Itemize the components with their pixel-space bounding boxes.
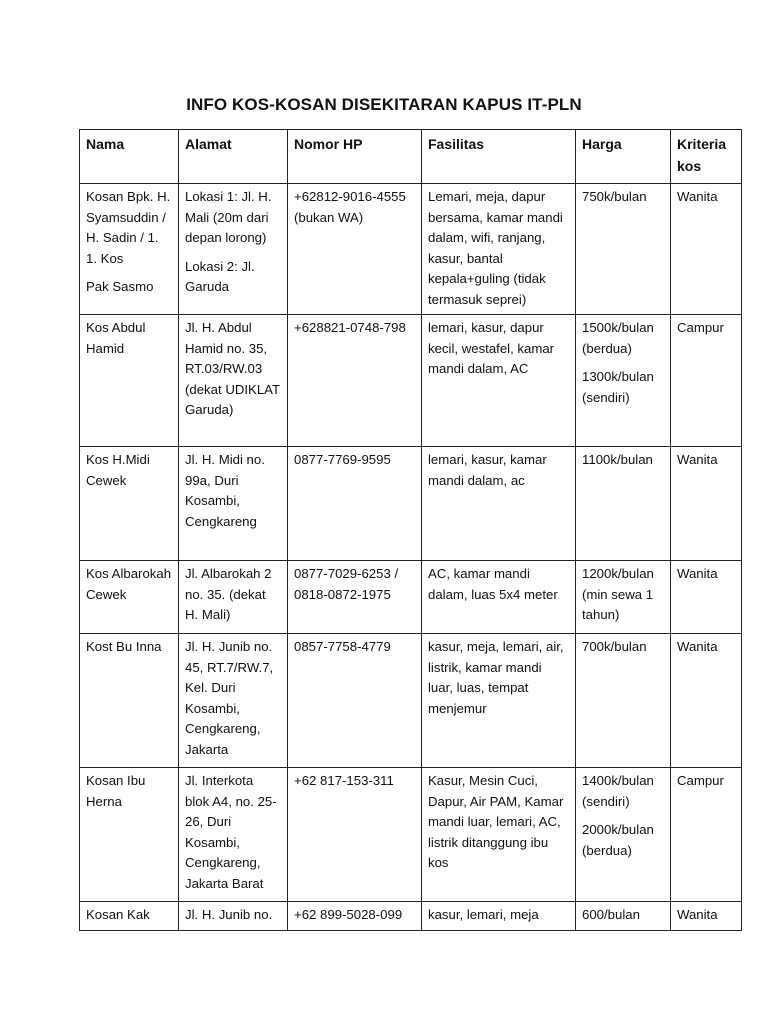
cell-nomor-hp: 0857-7758-4779 [288, 634, 422, 768]
cell-fasilitas: kasur, meja, lemari, air, listrik, kamar mandi luar, luas, tempat menjemur [422, 634, 576, 768]
cell-kriteria: Wanita [671, 184, 742, 315]
cell-alamat [179, 634, 288, 768]
harga-line: 1400k/bulan (sendiri) [582, 773, 654, 809]
cell-harga [576, 184, 671, 315]
header-nomor-hp: Nomor HP [288, 130, 422, 184]
cell-nomor-hp: 0877-7029-6253 / 0818-0872-1975 [288, 561, 422, 634]
cell-nama [80, 768, 179, 902]
header-harga: Harga [576, 130, 671, 184]
nama-line: Kosan Kak [86, 907, 150, 922]
cell-harga [576, 634, 671, 768]
cell-kriteria: Campur [671, 768, 742, 902]
alamat-line: Jl. H. Junib no. [185, 907, 273, 922]
nama-line: Kos Abdul Hamid [86, 320, 146, 356]
cell-kriteria: Wanita [671, 447, 742, 561]
alamat-line: Jl. Albarokah 2 no. 35. (dekat H. Mali) [185, 566, 272, 622]
table-row [80, 902, 742, 931]
table-row [80, 184, 742, 315]
alamat-line: Jl. Interkota blok A4, no. 25-26, Duri Kosambi, Cengkareng, Jakarta Barat [185, 773, 277, 891]
nama-line: Kos H.Midi Cewek [86, 452, 150, 488]
nama-line: Pak Sasmo [86, 279, 154, 294]
nama-line: Kosan Ibu Herna [86, 773, 146, 809]
harga-line: 1500k/bulan (berdua) [582, 320, 654, 356]
alamat-line: Jl. H. Abdul Hamid no. 35, RT.03/RW.03 (dekat UDIKLAT Garuda) [185, 320, 280, 417]
header-kriteria [671, 130, 742, 184]
nama-line: Kosan Bpk. H. Syamsuddin / H. Sadin / 1. 1. Kos [86, 189, 171, 266]
cell-kriteria: Campur [671, 315, 742, 447]
harga-line: 750k/bulan [582, 189, 647, 204]
alamat-line: Jl. H. Junib no. 45, RT.7/RW.7, Kel. Duri Kosambi, Cengkareng, Jakarta [185, 639, 274, 757]
table-row [80, 561, 742, 634]
cell-harga [576, 902, 671, 931]
alamat-line: Lokasi 1: Jl. H. Mali (20m dari depan lorong) [185, 189, 272, 245]
cell-fasilitas: lemari, kasur, kamar mandi dalam, ac [422, 447, 576, 561]
harga-line: 600/bulan [582, 907, 640, 922]
cell-alamat [179, 561, 288, 634]
cell-alamat [179, 184, 288, 315]
cell-fasilitas: Kasur, Mesin Cuci, Dapur, Air PAM, Kamar mandi luar, lemari, AC, listrik ditanggung ibu kos [422, 768, 576, 902]
harga-line: 1300k/bulan (sendiri) [582, 369, 654, 405]
header-nama: Nama [80, 130, 179, 184]
kos-info-table [79, 129, 742, 931]
cell-fasilitas: kasur, lemari, meja [422, 902, 576, 931]
cell-kriteria: Wanita [671, 561, 742, 634]
cell-nama [80, 315, 179, 447]
harga-line: 2000k/bulan (berdua) [582, 822, 654, 858]
header-kriteria-line1: Kriteria [677, 136, 727, 152]
harga-line: 1200k/bulan (min sewa 1 tahun) [582, 566, 654, 622]
cell-harga [576, 447, 671, 561]
cell-fasilitas: Lemari, meja, dapur bersama, kamar mandi dalam, wifi, ranjang, kasur, bantal kepala+guling (tidak termasuk seprei) [422, 184, 576, 315]
alamat-line: Lokasi 2: Jl. Garuda [185, 258, 255, 294]
header-fasilitas: Fasilitas [422, 130, 576, 184]
cell-nama [80, 447, 179, 561]
harga-line: 1100k/bulan [582, 452, 653, 467]
page-title: INFO KOS-KOSAN DISEKITARAN KAPUS IT-PLN [186, 95, 582, 114]
harga-line: 700k/bulan [582, 639, 647, 654]
alamat-line: Jl. H. Midi no. 99a, Duri Kosambi, Cengkareng [185, 452, 265, 529]
nama-line: Kost Bu Inna [86, 639, 162, 654]
table-row [80, 447, 742, 561]
cell-nomor-hp: 0877-7769-9595 [288, 447, 422, 561]
cell-harga [576, 768, 671, 902]
cell-fasilitas: AC, kamar mandi dalam, luas 5x4 meter [422, 561, 576, 634]
cell-kriteria: Wanita [671, 902, 742, 931]
cell-alamat [179, 315, 288, 447]
cell-kriteria: Wanita [671, 634, 742, 768]
cell-alamat [179, 768, 288, 902]
cell-fasilitas: lemari, kasur, dapur kecil, westafel, kamar mandi dalam, AC [422, 315, 576, 447]
header-alamat: Alamat [179, 130, 288, 184]
cell-alamat [179, 902, 288, 931]
table-row [80, 634, 742, 768]
nama-line: Kos Albarokah Cewek [86, 566, 172, 602]
cell-nomor-hp: +62 817-153-311 [288, 768, 422, 902]
cell-nomor-hp: +62 899-5028-099 [288, 902, 422, 931]
cell-harga [576, 561, 671, 634]
cell-nama [80, 902, 179, 931]
cell-nama [80, 561, 179, 634]
cell-alamat [179, 447, 288, 561]
cell-nama [80, 634, 179, 768]
cell-nomor-hp: +628821-0748-798 [288, 315, 422, 447]
table-row [80, 315, 742, 447]
table-row [80, 768, 742, 902]
cell-harga [576, 315, 671, 447]
header-kriteria-line2: kos [677, 158, 702, 174]
cell-nama [80, 184, 179, 315]
table-header-row [80, 130, 742, 184]
cell-nomor-hp: +62812-9016-4555 (bukan WA) [288, 184, 422, 315]
